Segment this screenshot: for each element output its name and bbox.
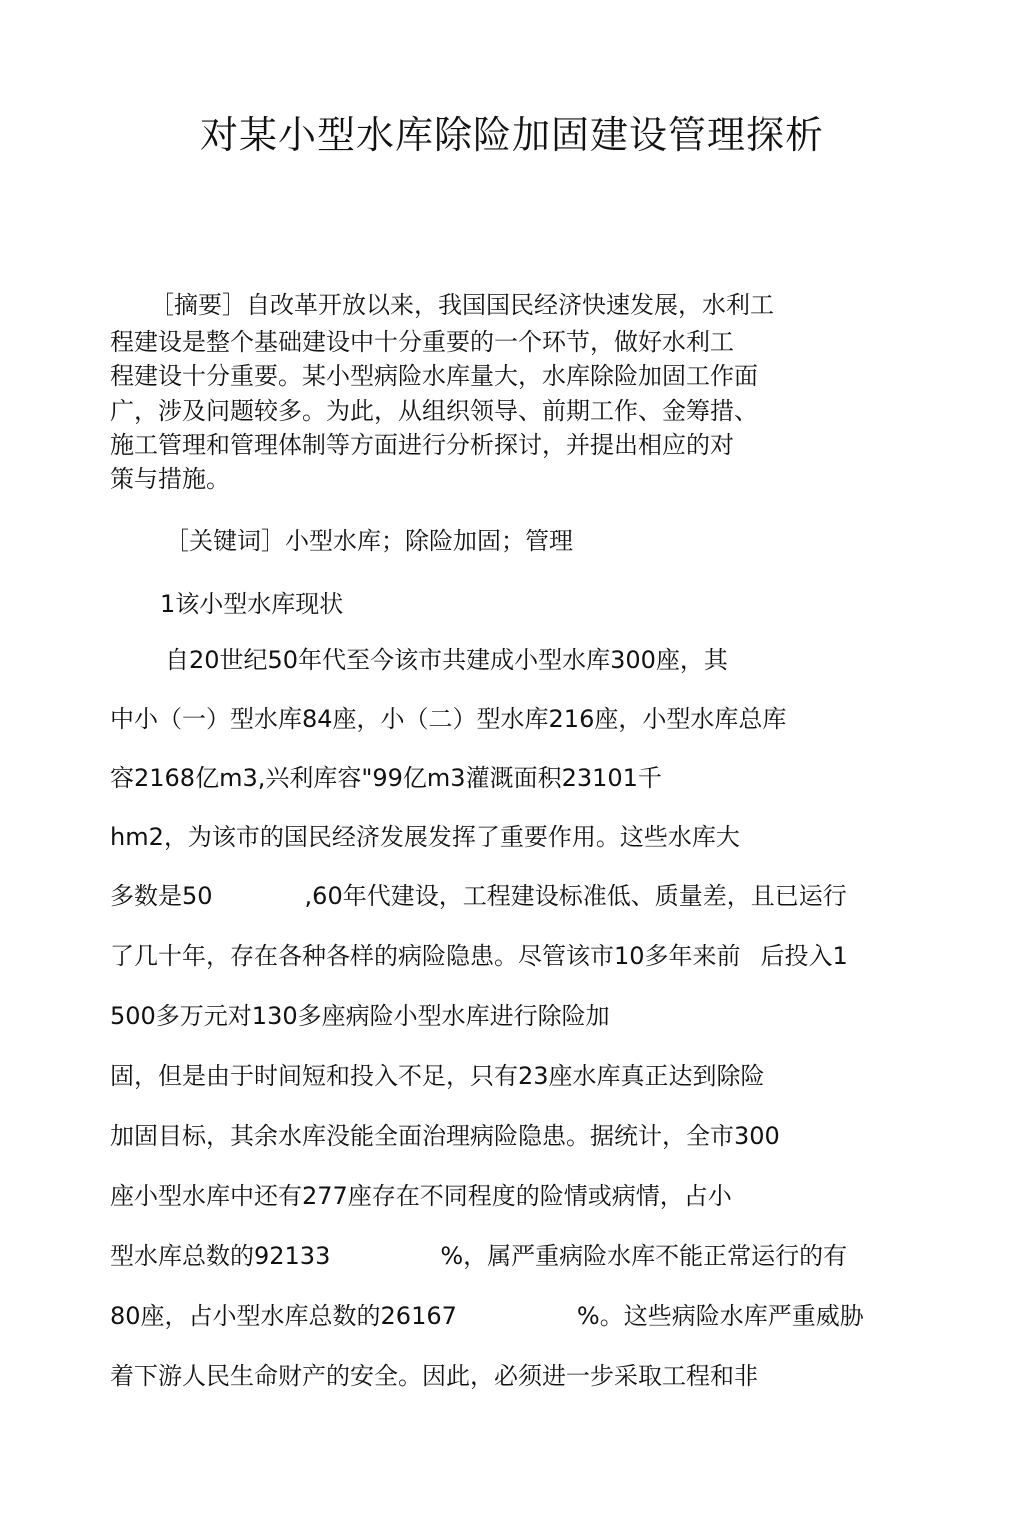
keywords-line: ［关键词］小型水库；除险加固；管理 bbox=[165, 527, 573, 555]
body-line: 中小（一）型水库84座，小（二）型水库216座，小型水库总库 bbox=[110, 705, 787, 733]
body-line-part: 后投入1 bbox=[760, 942, 848, 970]
body-line-part: 了几十年，存在各种各样的病险隐患。尽管该市10多年来前 bbox=[110, 942, 741, 970]
body-line-part: 型水库总数的92133 bbox=[110, 1242, 331, 1270]
body-line: 容2168亿m3,兴利库容"99亿m3灌溉面积23101千 bbox=[110, 764, 662, 792]
body-line: 固，但是由于时间短和投入不足，只有23座水库真正达到除险 bbox=[110, 1062, 765, 1090]
body-line: hm2，为该市的国民经济发展发挥了重要作用。这些水库大 bbox=[110, 823, 740, 851]
body-line: 着下游人民生命财产的安全。因此，必须进一步采取工程和非 bbox=[110, 1362, 758, 1390]
body-line-part: ,60年代建设，工程建设标准低、质量差，且已运行 bbox=[304, 882, 847, 910]
page-title: 对某小型水库除险加固建设管理探析 bbox=[199, 113, 824, 157]
body-line: 座小型水库中还有277座存在不同程度的险情或病情，占小 bbox=[110, 1182, 732, 1210]
body-line-part: 多数是50 bbox=[110, 882, 213, 910]
abstract-line: ［摘要］自改革开放以来，我国国民经济快速发展，水利工 bbox=[150, 291, 774, 319]
body-line: 加固目标，其余水库没能全面治理病险隐患。据统计，全市300 bbox=[110, 1122, 780, 1150]
body-line bbox=[110, 880, 847, 912]
body-line-part: %。这些病险水库严重威胁 bbox=[576, 1302, 864, 1330]
abstract-line: 程建设是整个基础建设中十分重要的一个环节，做好水利工 bbox=[110, 328, 734, 356]
body-line bbox=[110, 940, 848, 972]
body-line: 500多万元对130多座病险小型水库进行除险加 bbox=[110, 1002, 610, 1030]
abstract-line: 广，涉及问题较多。为此，从组织领导、前期工作、金筹措、 bbox=[110, 397, 758, 425]
abstract-line: 程建设十分重要。某小型病险水库量大，水库除险加固工作面 bbox=[110, 362, 758, 390]
abstract-line: 施工管理和管理体制等方面进行分析探讨，并提出相应的对 bbox=[110, 431, 734, 459]
body-line bbox=[110, 1240, 847, 1272]
body-line bbox=[110, 1300, 864, 1332]
section-heading: 1该小型水库现状 bbox=[160, 590, 344, 618]
body-line-part: %，属严重病险水库不能正常运行的有 bbox=[440, 1242, 848, 1270]
body-line-part: 80座，占小型水库总数的26167 bbox=[110, 1302, 457, 1330]
abstract-line: 策与措施。 bbox=[110, 465, 230, 493]
body-line: 自20世纪50年代至今该市共建成小型水库300座，其 bbox=[165, 646, 728, 674]
